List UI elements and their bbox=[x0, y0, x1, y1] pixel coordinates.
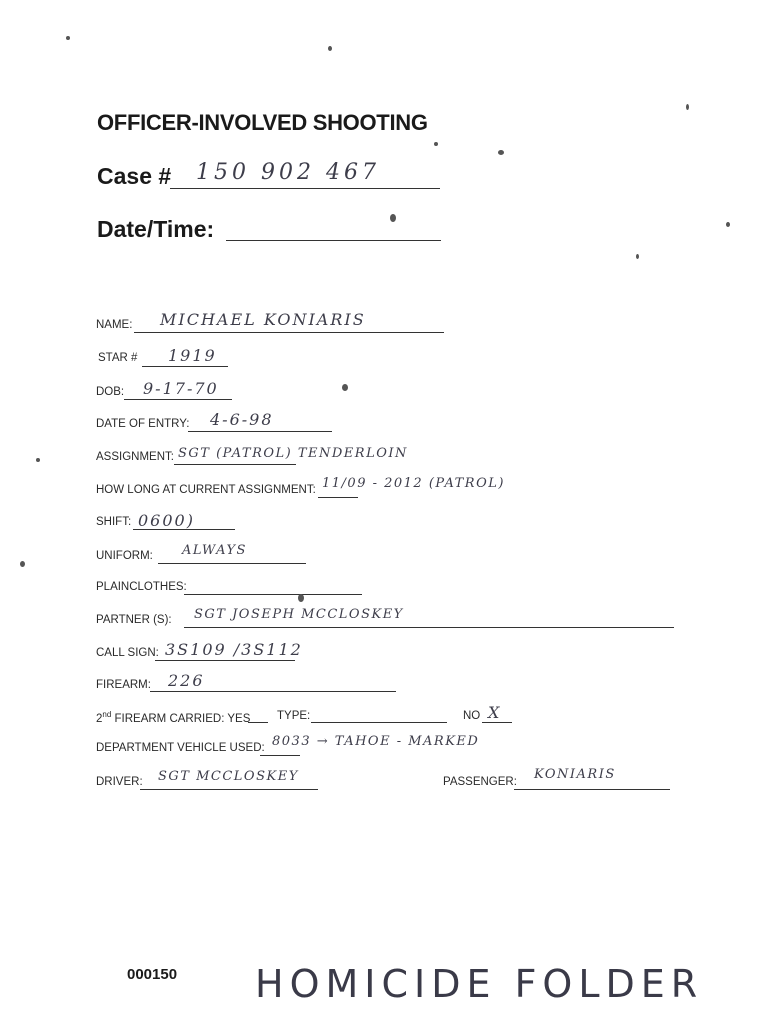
scan-speck bbox=[390, 214, 396, 222]
uniform-line bbox=[158, 563, 306, 564]
dob-value: 9-17-70 bbox=[143, 379, 219, 398]
second-firearm-label-prefix: 2 bbox=[96, 712, 103, 725]
name-label: NAME: bbox=[96, 319, 133, 331]
datetime-label: Date/Time: bbox=[97, 216, 215, 242]
shift-label: SHIFT: bbox=[96, 516, 132, 528]
uniform-value: ALWAYS bbox=[182, 543, 247, 558]
yes-line bbox=[248, 722, 268, 723]
second-firearm-label bbox=[96, 710, 250, 725]
passenger-line bbox=[514, 789, 670, 790]
scan-speck bbox=[686, 104, 689, 110]
passenger-value: KONIARIS bbox=[534, 767, 616, 782]
scan-speck bbox=[726, 222, 730, 227]
second-firearm-label-sup: nd bbox=[102, 710, 112, 719]
scan-speck bbox=[328, 46, 332, 51]
vehicle-label: DEPARTMENT VEHICLE USED: bbox=[96, 742, 265, 754]
how-long-value: 11/09 - 2012 (PATROL) bbox=[322, 476, 505, 491]
case-line bbox=[170, 188, 440, 189]
homicide-folder-note: HOMICIDE FOLDER bbox=[255, 962, 704, 1006]
no-label: NO bbox=[463, 710, 481, 722]
scan-speck bbox=[434, 142, 438, 146]
type-label: TYPE: bbox=[277, 710, 311, 722]
scan-speck bbox=[66, 36, 70, 40]
scan-speck bbox=[20, 561, 25, 567]
type-line bbox=[311, 722, 447, 723]
driver-line bbox=[140, 789, 318, 790]
firearm-label: FIREARM: bbox=[96, 679, 151, 691]
form-title: OFFICER-INVOLVED SHOOTING bbox=[97, 110, 428, 135]
scan-speck bbox=[298, 594, 304, 602]
name-line bbox=[134, 332, 444, 333]
case-value: 150 902 467 bbox=[196, 160, 380, 185]
firearm-value: 226 bbox=[168, 671, 205, 690]
uniform-label: UNIFORM: bbox=[96, 550, 153, 562]
scan-speck bbox=[636, 254, 639, 259]
plainclothes-line bbox=[184, 594, 362, 595]
assignment-line bbox=[174, 464, 296, 465]
call-sign-line bbox=[155, 660, 295, 661]
scan-speck bbox=[342, 384, 348, 391]
partner-label: PARTNER (S): bbox=[96, 614, 172, 626]
vehicle-line bbox=[260, 755, 300, 756]
document-number: 000150 bbox=[127, 966, 178, 983]
date-of-entry-value: 4-6-98 bbox=[210, 410, 274, 429]
vehicle-value: 8033 → TAHOE - MARKED bbox=[272, 734, 480, 749]
driver-value: SGT MCCLOSKEY bbox=[158, 769, 299, 784]
firearm-line bbox=[150, 691, 396, 692]
partner-line bbox=[184, 627, 674, 628]
how-long-label: HOW LONG AT CURRENT ASSIGNMENT: bbox=[96, 484, 316, 496]
passenger-label: PASSENGER: bbox=[443, 776, 517, 788]
how-long-line bbox=[318, 497, 358, 498]
date-of-entry-line bbox=[188, 431, 332, 432]
date-of-entry-label: DATE OF ENTRY: bbox=[96, 418, 190, 430]
datetime-line bbox=[226, 240, 441, 241]
dob-label: DOB: bbox=[96, 386, 125, 398]
plainclothes-label: PLAINCLOTHES: bbox=[96, 581, 187, 593]
no-line bbox=[482, 722, 512, 723]
name-value: MICHAEL KONIARIS bbox=[160, 310, 366, 329]
driver-label: DRIVER: bbox=[96, 776, 143, 788]
shift-value: 0600) bbox=[138, 511, 195, 530]
partner-value: SGT JOSEPH MCCLOSKEY bbox=[194, 607, 404, 622]
case-label: Case # bbox=[97, 163, 172, 189]
assignment-value: SGT (PATROL) TENDERLOIN bbox=[178, 446, 408, 461]
assignment-label: ASSIGNMENT: bbox=[96, 451, 174, 463]
star-line bbox=[142, 366, 228, 367]
second-firearm-label-rest: FIREARM CARRIED: YES bbox=[111, 712, 251, 725]
star-label: STAR # bbox=[98, 352, 138, 364]
scan-speck bbox=[36, 458, 40, 462]
dob-line bbox=[124, 399, 232, 400]
star-value: 1919 bbox=[168, 346, 217, 365]
call-sign-label: CALL SIGN: bbox=[96, 647, 159, 659]
no-value: X bbox=[488, 703, 502, 722]
call-sign-value: 3S109 /3S112 bbox=[165, 640, 303, 659]
scan-speck bbox=[498, 150, 504, 155]
